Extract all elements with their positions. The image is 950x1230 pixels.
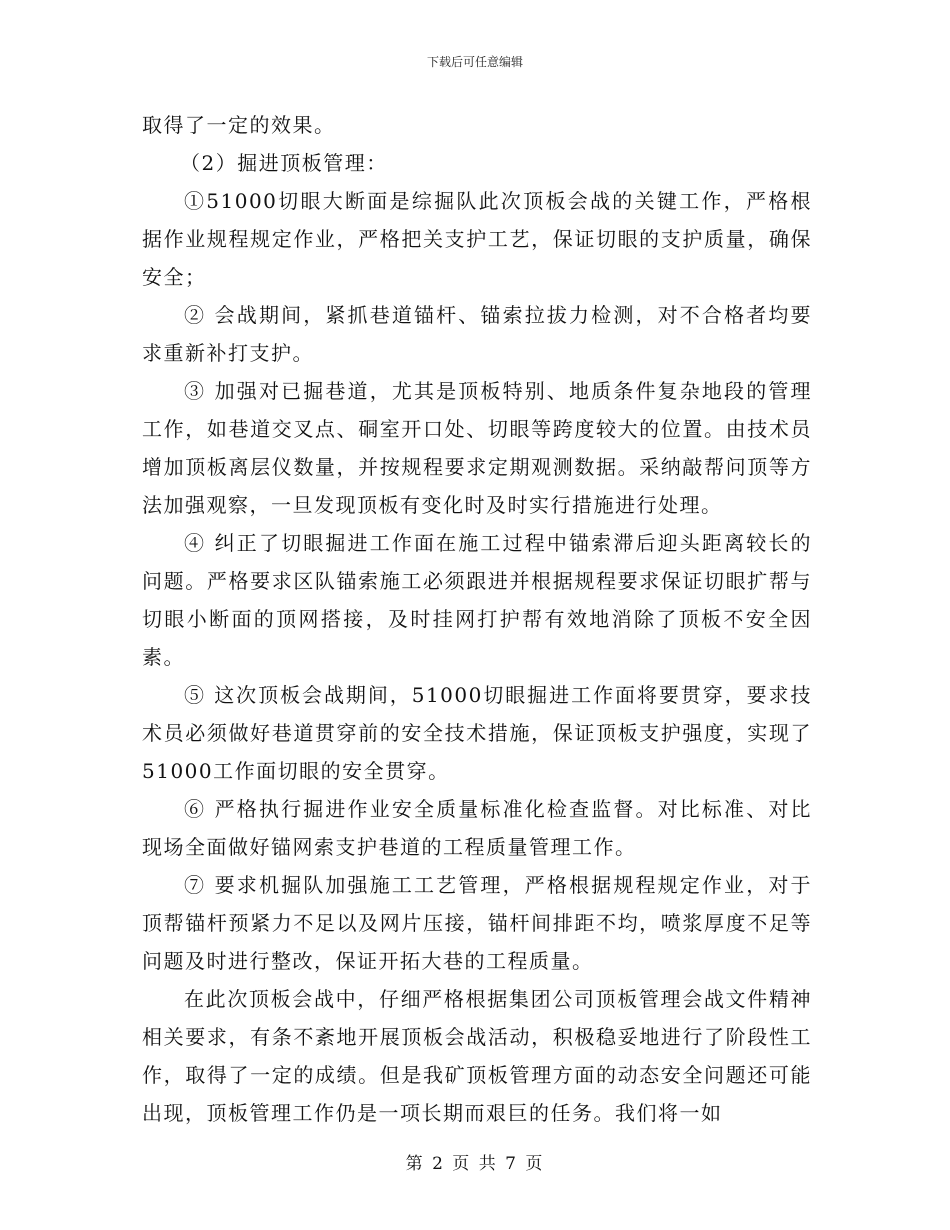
page-header: 下载后可任意编辑 (426, 55, 523, 69)
paragraph-9: ⑦ 要求机掘队加强施工工艺管理，严格根据规程规定作业，对于顶帮锚杆预紧力不足以及网片压接，锚杆间排距不均，喷浆厚度不足等问题及时进行整改，保证开拓大巷的工程质量。 (142, 873, 812, 973)
paragraph-8: ⑥ 严格执行掘进作业安全质量标准化检查监督。对比标准、对比现场全面做好锚网索支护巷道的工程质量管理工作。 (142, 797, 812, 859)
paragraph-6: ④ 纠正了切眼掘进工作面在施工过程中锚索滞后迎头距离较长的问题。严格要求区队锚索施工必须跟进并根据规程要求保证切眼扩帮与切眼小断面的顶网搭接，及时挂网打护帮有效地消除了顶板不安全因素。 (142, 531, 812, 669)
paragraph-3: ①51000切眼大断面是综掘队此次顶板会战的关键工作，严格根据作业规程规定作业，严格把关支护工艺，保证切眼的支护质量，确保安全； (142, 189, 812, 289)
paragraph-5: ③ 加强对已掘巷道，尤其是顶板特别、地质条件复杂地段的管理工作，如巷道交叉点、硐室开口处、切眼等跨度较大的位置。由技术员增加顶板离层仪数量，并按规程要求定期观测数据。采纳敲帮问顶等方法加强观察，一旦发现顶板有变化时及时实行措施进行处理。 (142, 379, 812, 517)
paragraph-1: 取得了一定的效果。 (142, 113, 336, 137)
paragraph-7: ⑤ 这次顶板会战期间，51000切眼掘进工作面将要贯穿，要求技术员必须做好巷道贯穿前的安全技术措施，保证顶板支护强度，实现了51000工作面切眼的安全贯穿。 (142, 683, 812, 783)
page-number-footer: 第 2 页 共 7 页 (405, 1154, 545, 1174)
paragraph-10: 在此次顶板会战中，仔细严格根据集团公司顶板管理会战文件精神相关要求，有条不紊地开展顶板会战活动，积极稳妥地进行了阶段性工作，取得了一定的成绩。但是我矿顶板管理方面的动态安全问题还可能出现，顶板管理工作仍是一项长期而艰巨的任务。我们将一如 (142, 987, 812, 1125)
paragraph-4: ② 会战期间，紧抓巷道锚杆、锚索拉拔力检测，对不合格者均要求重新补打支护。 (142, 303, 812, 365)
paragraph-2-heading: （2）掘进顶板管理： (180, 151, 388, 175)
document-body (142, 106, 812, 1132)
